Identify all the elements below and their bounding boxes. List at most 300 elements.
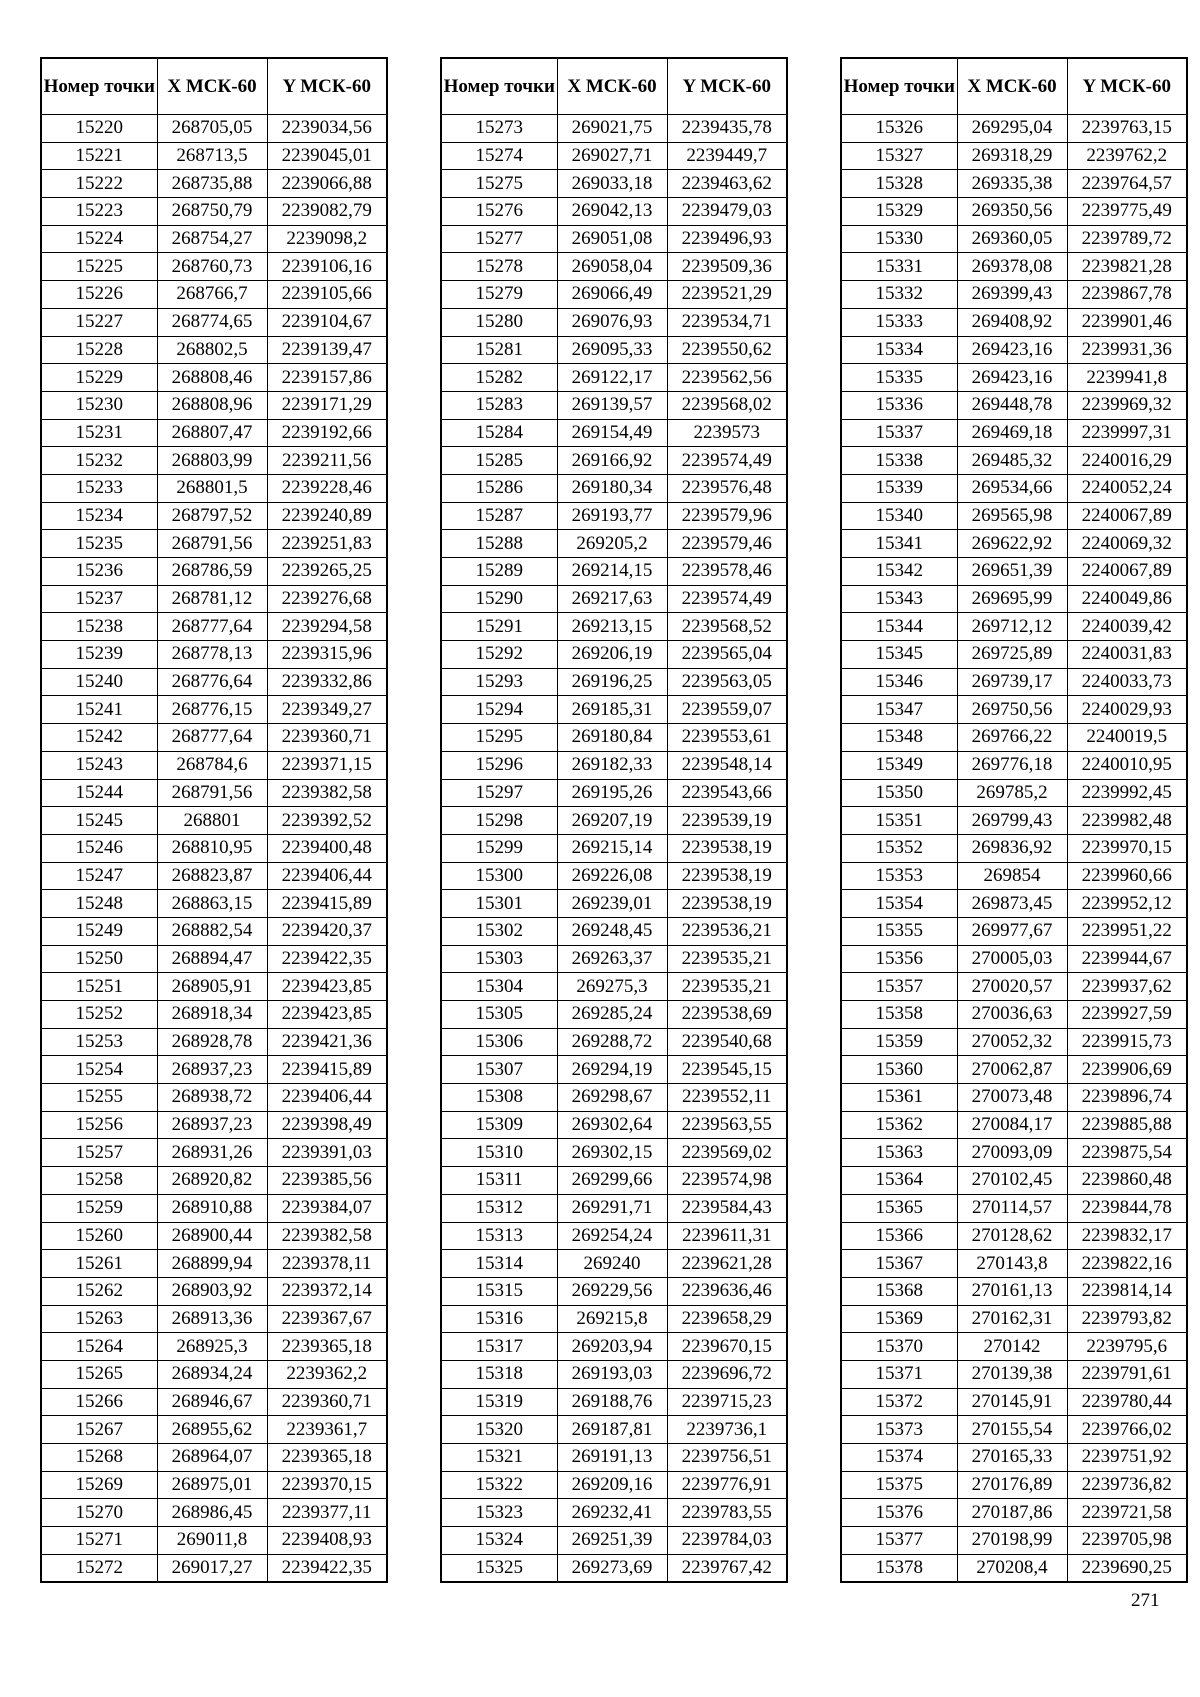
y-coordinate-cell: 2239538,19	[667, 890, 787, 918]
y-coordinate-cell: 2239574,49	[667, 585, 787, 613]
point-number-cell: 15247	[41, 862, 157, 890]
point-number-cell: 15264	[41, 1333, 157, 1361]
point-number-cell: 15265	[41, 1360, 157, 1388]
table-row	[441, 641, 787, 669]
y-coordinate-cell: 2239435,78	[667, 115, 787, 143]
point-number-cell: 15357	[841, 973, 957, 1001]
table-row	[441, 281, 787, 309]
y-coordinate-cell: 2239821,28	[1067, 253, 1187, 281]
table-row	[441, 1388, 787, 1416]
x-coordinate-cell: 269042,13	[557, 198, 667, 226]
y-coordinate-cell: 2239538,69	[667, 1001, 787, 1029]
y-coordinate-cell: 2239952,12	[1067, 890, 1187, 918]
y-coordinate-cell: 2239420,37	[267, 917, 387, 945]
table-row	[841, 115, 1187, 143]
x-coordinate-cell: 268937,23	[157, 1111, 267, 1139]
x-coordinate-cell: 269288,72	[557, 1028, 667, 1056]
x-coordinate-cell: 269240	[557, 1250, 667, 1278]
x-coordinate-cell: 269423,16	[957, 364, 1067, 392]
point-number-cell: 15358	[841, 1001, 957, 1029]
y-coordinate-cell: 2239104,67	[267, 308, 387, 336]
x-coordinate-cell: 268986,45	[157, 1499, 267, 1527]
table-row	[441, 1250, 787, 1278]
table-row	[41, 170, 387, 198]
x-coordinate-cell: 269294,19	[557, 1056, 667, 1084]
y-coordinate-cell: 2239969,32	[1067, 391, 1187, 419]
y-coordinate-cell: 2240049,86	[1067, 585, 1187, 613]
point-number-cell: 15333	[841, 308, 957, 336]
x-coordinate-cell: 269378,08	[957, 253, 1067, 281]
y-coordinate-cell: 2239789,72	[1067, 225, 1187, 253]
x-coordinate-cell: 270073,48	[957, 1084, 1067, 1112]
table-row	[841, 1305, 1187, 1333]
point-number-cell: 15299	[441, 834, 557, 862]
x-coordinate-cell: 270165,33	[957, 1444, 1067, 1472]
x-coordinate-cell: 270128,62	[957, 1222, 1067, 1250]
x-coordinate-cell: 270005,03	[957, 945, 1067, 973]
x-coordinate-cell: 268754,27	[157, 225, 267, 253]
x-coordinate-cell: 269836,92	[957, 834, 1067, 862]
table-row	[841, 391, 1187, 419]
point-number-cell: 15287	[441, 502, 557, 530]
x-coordinate-cell: 269651,39	[957, 558, 1067, 586]
point-number-cell: 15284	[441, 419, 557, 447]
y-coordinate-cell: 2239670,15	[667, 1333, 787, 1361]
table-row	[841, 1056, 1187, 1084]
point-number-cell: 15344	[841, 613, 957, 641]
point-number-cell: 15288	[441, 530, 557, 558]
table-row	[441, 696, 787, 724]
y-coordinate-cell: 2239082,79	[267, 198, 387, 226]
x-coordinate-cell: 269215,8	[557, 1305, 667, 1333]
y-coordinate-cell: 2239764,57	[1067, 170, 1187, 198]
table-row	[841, 1167, 1187, 1195]
table-row	[841, 558, 1187, 586]
y-coordinate-cell: 2239767,42	[667, 1554, 787, 1582]
table-row	[841, 1222, 1187, 1250]
point-number-cell: 15328	[841, 170, 957, 198]
point-number-cell: 15338	[841, 447, 957, 475]
y-coordinate-cell: 2239844,78	[1067, 1194, 1187, 1222]
point-number-cell: 15260	[41, 1222, 157, 1250]
x-coordinate-cell: 270093,09	[957, 1139, 1067, 1167]
point-number-cell: 15319	[441, 1388, 557, 1416]
y-coordinate-cell: 2239521,29	[667, 281, 787, 309]
point-number-cell: 15331	[841, 253, 957, 281]
point-number-cell: 15377	[841, 1527, 957, 1555]
point-number-cell: 15259	[41, 1194, 157, 1222]
point-number-cell: 15362	[841, 1111, 957, 1139]
y-coordinate-cell: 2240031,83	[1067, 641, 1187, 669]
point-number-cell: 15332	[841, 281, 957, 309]
x-coordinate-cell: 269196,25	[557, 668, 667, 696]
y-coordinate-cell: 2239573	[667, 419, 787, 447]
y-coordinate-cell: 2239885,88	[1067, 1111, 1187, 1139]
table-row	[41, 530, 387, 558]
point-number-cell: 15263	[41, 1305, 157, 1333]
table-row	[841, 1084, 1187, 1112]
x-coordinate-cell: 269766,22	[957, 724, 1067, 752]
y-coordinate-cell: 2239875,54	[1067, 1139, 1187, 1167]
x-coordinate-cell: 269977,67	[957, 917, 1067, 945]
y-coordinate-cell: 2239276,68	[267, 585, 387, 613]
point-number-cell: 15365	[841, 1194, 957, 1222]
y-coordinate-cell: 2239579,46	[667, 530, 787, 558]
x-coordinate-cell: 270102,45	[957, 1167, 1067, 1195]
table-row	[841, 668, 1187, 696]
point-number-cell: 15303	[441, 945, 557, 973]
y-coordinate-cell: 2239721,58	[1067, 1499, 1187, 1527]
point-number-cell: 15241	[41, 696, 157, 724]
point-number-cell: 15245	[41, 807, 157, 835]
point-number-cell: 15254	[41, 1056, 157, 1084]
header-point-number: Номер точки	[841, 58, 957, 115]
x-coordinate-cell: 269695,99	[957, 585, 1067, 613]
x-coordinate-cell: 269622,92	[957, 530, 1067, 558]
x-coordinate-cell: 270114,57	[957, 1194, 1067, 1222]
x-coordinate-cell: 268802,5	[157, 336, 267, 364]
point-number-cell: 15224	[41, 225, 157, 253]
y-coordinate-cell: 2240067,89	[1067, 502, 1187, 530]
point-number-cell: 15373	[841, 1416, 957, 1444]
point-number-cell: 15272	[41, 1554, 157, 1582]
x-coordinate-cell: 269185,31	[557, 696, 667, 724]
y-coordinate-cell: 2239382,58	[267, 1222, 387, 1250]
point-number-cell: 15322	[441, 1471, 557, 1499]
y-coordinate-cell: 2239658,29	[667, 1305, 787, 1333]
table-row	[441, 751, 787, 779]
table-row	[41, 447, 387, 475]
table-row	[441, 1028, 787, 1056]
x-coordinate-cell: 268791,56	[157, 779, 267, 807]
point-number-cell: 15326	[841, 115, 957, 143]
x-coordinate-cell: 269469,18	[957, 419, 1067, 447]
header-y: Y МСК-60	[667, 58, 787, 115]
y-coordinate-cell: 2239867,78	[1067, 281, 1187, 309]
y-coordinate-cell: 2239636,46	[667, 1277, 787, 1305]
x-coordinate-cell: 268713,5	[157, 142, 267, 170]
coordinates-table-1	[40, 57, 388, 1583]
point-number-cell: 15311	[441, 1167, 557, 1195]
table-row	[841, 834, 1187, 862]
y-coordinate-cell: 2239034,56	[267, 115, 387, 143]
table-row	[841, 1028, 1187, 1056]
point-number-cell: 15250	[41, 945, 157, 973]
table-row	[841, 1444, 1187, 1472]
table-row	[441, 1139, 787, 1167]
x-coordinate-cell: 269191,13	[557, 1444, 667, 1472]
x-coordinate-cell: 270036,63	[957, 1001, 1067, 1029]
y-coordinate-cell: 2239539,19	[667, 807, 787, 835]
table-row	[441, 1222, 787, 1250]
table-row	[841, 502, 1187, 530]
point-number-cell: 15276	[441, 198, 557, 226]
point-number-cell: 15290	[441, 585, 557, 613]
page-number: 271	[1131, 1590, 1160, 1611]
y-coordinate-cell: 2239360,71	[267, 724, 387, 752]
point-number-cell: 15279	[441, 281, 557, 309]
point-number-cell: 15268	[41, 1444, 157, 1472]
x-coordinate-cell: 268863,15	[157, 890, 267, 918]
table-row	[41, 502, 387, 530]
point-number-cell: 15348	[841, 724, 957, 752]
point-number-cell: 15339	[841, 474, 957, 502]
table-row	[441, 364, 787, 392]
table-row	[841, 973, 1187, 1001]
table-body	[841, 115, 1187, 1583]
table-row	[41, 142, 387, 170]
y-coordinate-cell: 2239406,44	[267, 1084, 387, 1112]
x-coordinate-cell: 269011,8	[157, 1527, 267, 1555]
x-coordinate-cell: 269399,43	[957, 281, 1067, 309]
point-number-cell: 15343	[841, 585, 957, 613]
point-number-cell: 15369	[841, 1305, 957, 1333]
table-row	[41, 1444, 387, 1472]
y-coordinate-cell: 2239579,96	[667, 502, 787, 530]
x-coordinate-cell: 269017,27	[157, 1554, 267, 1582]
x-coordinate-cell: 269182,33	[557, 751, 667, 779]
table-row	[41, 419, 387, 447]
point-number-cell: 15246	[41, 834, 157, 862]
x-coordinate-cell: 268913,36	[157, 1305, 267, 1333]
point-number-cell: 15310	[441, 1139, 557, 1167]
point-number-cell: 15280	[441, 308, 557, 336]
y-coordinate-cell: 2239367,67	[267, 1305, 387, 1333]
point-number-cell: 15350	[841, 779, 957, 807]
table-row	[841, 1471, 1187, 1499]
point-number-cell: 15248	[41, 890, 157, 918]
y-coordinate-cell: 2239784,03	[667, 1527, 787, 1555]
y-coordinate-cell: 2239543,66	[667, 779, 787, 807]
table-row	[41, 973, 387, 1001]
y-coordinate-cell: 2240067,89	[1067, 558, 1187, 586]
x-coordinate-cell: 269725,89	[957, 641, 1067, 669]
point-number-cell: 15289	[441, 558, 557, 586]
table-row	[841, 751, 1187, 779]
y-coordinate-cell: 2239251,83	[267, 530, 387, 558]
x-coordinate-cell: 268791,56	[157, 530, 267, 558]
y-coordinate-cell: 2240016,29	[1067, 447, 1187, 475]
table-row	[41, 724, 387, 752]
table-row	[41, 1167, 387, 1195]
x-coordinate-cell: 268894,47	[157, 945, 267, 973]
y-coordinate-cell: 2239569,02	[667, 1139, 787, 1167]
table-row	[441, 558, 787, 586]
table-row	[41, 474, 387, 502]
point-number-cell: 15321	[441, 1444, 557, 1472]
table-row	[441, 502, 787, 530]
point-number-cell: 15255	[41, 1084, 157, 1112]
y-coordinate-cell: 2239915,73	[1067, 1028, 1187, 1056]
table-row	[41, 364, 387, 392]
table-row	[441, 1333, 787, 1361]
x-coordinate-cell: 270062,87	[957, 1056, 1067, 1084]
point-number-cell: 15318	[441, 1360, 557, 1388]
table-row	[841, 1250, 1187, 1278]
y-coordinate-cell: 2239775,49	[1067, 198, 1187, 226]
table-row	[841, 1001, 1187, 1029]
point-number-cell: 15330	[841, 225, 957, 253]
x-coordinate-cell: 268735,88	[157, 170, 267, 198]
point-number-cell: 15270	[41, 1499, 157, 1527]
point-number-cell: 15300	[441, 862, 557, 890]
point-number-cell: 15316	[441, 1305, 557, 1333]
y-coordinate-cell: 2239538,19	[667, 862, 787, 890]
x-coordinate-cell: 269776,18	[957, 751, 1067, 779]
y-coordinate-cell: 2239479,03	[667, 198, 787, 226]
table-row	[841, 170, 1187, 198]
point-number-cell: 15351	[841, 807, 957, 835]
x-coordinate-cell: 269187,81	[557, 1416, 667, 1444]
y-coordinate-cell: 2240039,42	[1067, 613, 1187, 641]
point-number-cell: 15266	[41, 1388, 157, 1416]
x-coordinate-cell: 269232,41	[557, 1499, 667, 1527]
y-coordinate-cell: 2239568,02	[667, 391, 787, 419]
point-number-cell: 15337	[841, 419, 957, 447]
x-coordinate-cell: 269154,49	[557, 419, 667, 447]
y-coordinate-cell: 2239690,25	[1067, 1554, 1187, 1582]
y-coordinate-cell: 2239400,48	[267, 834, 387, 862]
table-row	[41, 945, 387, 973]
y-coordinate-cell: 2239406,44	[267, 862, 387, 890]
table-row	[441, 115, 787, 143]
table-row	[441, 1167, 787, 1195]
table-row	[841, 1554, 1187, 1582]
y-coordinate-cell: 2239927,59	[1067, 1001, 1187, 1029]
table-row	[841, 696, 1187, 724]
table-row	[41, 1360, 387, 1388]
y-coordinate-cell: 2239423,85	[267, 973, 387, 1001]
point-number-cell: 15296	[441, 751, 557, 779]
point-number-cell: 15334	[841, 336, 957, 364]
header-x: X МСК-60	[557, 58, 667, 115]
y-coordinate-cell: 2239415,89	[267, 1056, 387, 1084]
x-coordinate-cell: 268928,78	[157, 1028, 267, 1056]
point-number-cell: 15329	[841, 198, 957, 226]
point-number-cell: 15354	[841, 890, 957, 918]
point-number-cell: 15282	[441, 364, 557, 392]
table-row	[41, 1250, 387, 1278]
x-coordinate-cell: 270155,54	[957, 1416, 1067, 1444]
table-row	[841, 530, 1187, 558]
y-coordinate-cell: 2239534,71	[667, 308, 787, 336]
x-coordinate-cell: 269534,66	[957, 474, 1067, 502]
point-number-cell: 15370	[841, 1333, 957, 1361]
x-coordinate-cell: 270139,38	[957, 1360, 1067, 1388]
y-coordinate-cell: 2239535,21	[667, 945, 787, 973]
x-coordinate-cell: 268786,59	[157, 558, 267, 586]
table-row	[441, 613, 787, 641]
y-coordinate-cell: 2239715,23	[667, 1388, 787, 1416]
y-coordinate-cell: 2239408,93	[267, 1527, 387, 1555]
table-row	[841, 1277, 1187, 1305]
x-coordinate-cell: 268801	[157, 807, 267, 835]
x-coordinate-cell: 268900,44	[157, 1222, 267, 1250]
table-row	[441, 779, 787, 807]
y-coordinate-cell: 2239449,7	[667, 142, 787, 170]
x-coordinate-cell: 269565,98	[957, 502, 1067, 530]
y-coordinate-cell: 2239795,6	[1067, 1333, 1187, 1361]
x-coordinate-cell: 268882,54	[157, 917, 267, 945]
x-coordinate-cell: 269239,01	[557, 890, 667, 918]
y-coordinate-cell: 2239463,62	[667, 170, 787, 198]
x-coordinate-cell: 269180,34	[557, 474, 667, 502]
y-coordinate-cell: 2239578,46	[667, 558, 787, 586]
y-coordinate-cell: 2239563,05	[667, 668, 787, 696]
coordinates-table-2	[440, 57, 788, 1583]
x-coordinate-cell: 269251,39	[557, 1527, 667, 1555]
y-coordinate-cell: 2239538,19	[667, 834, 787, 862]
x-coordinate-cell: 268920,82	[157, 1167, 267, 1195]
table-row	[841, 641, 1187, 669]
x-coordinate-cell: 269854	[957, 862, 1067, 890]
y-coordinate-cell: 2239860,48	[1067, 1167, 1187, 1195]
table-row	[841, 945, 1187, 973]
x-coordinate-cell: 270052,32	[957, 1028, 1067, 1056]
point-number-cell: 15229	[41, 364, 157, 392]
y-coordinate-cell: 2239421,36	[267, 1028, 387, 1056]
y-coordinate-cell: 2239559,07	[667, 696, 787, 724]
x-coordinate-cell: 270142	[957, 1333, 1067, 1361]
x-coordinate-cell: 269027,71	[557, 142, 667, 170]
y-coordinate-cell: 2239814,14	[1067, 1277, 1187, 1305]
x-coordinate-cell: 269785,2	[957, 779, 1067, 807]
point-number-cell: 15298	[441, 807, 557, 835]
point-number-cell: 15327	[841, 142, 957, 170]
header-y: Y МСК-60	[1067, 58, 1187, 115]
table-row	[441, 890, 787, 918]
y-coordinate-cell: 2239736,82	[1067, 1471, 1187, 1499]
y-coordinate-cell: 2240033,73	[1067, 668, 1187, 696]
table-row	[41, 1084, 387, 1112]
table-row	[441, 1360, 787, 1388]
x-coordinate-cell: 269195,26	[557, 779, 667, 807]
x-coordinate-cell: 269295,04	[957, 115, 1067, 143]
y-coordinate-cell: 2239545,15	[667, 1056, 787, 1084]
table-row	[441, 170, 787, 198]
table-row	[41, 1527, 387, 1555]
table-row	[41, 862, 387, 890]
table-row	[41, 613, 387, 641]
table-row	[41, 1499, 387, 1527]
x-coordinate-cell: 269214,15	[557, 558, 667, 586]
table-row	[441, 336, 787, 364]
point-number-cell: 15285	[441, 447, 557, 475]
point-number-cell: 15378	[841, 1554, 957, 1582]
point-number-cell: 15295	[441, 724, 557, 752]
point-number-cell: 15261	[41, 1250, 157, 1278]
y-coordinate-cell: 2239098,2	[267, 225, 387, 253]
table-row	[441, 530, 787, 558]
table-row	[441, 973, 787, 1001]
point-number-cell: 15240	[41, 668, 157, 696]
table-row	[841, 364, 1187, 392]
x-coordinate-cell: 269139,57	[557, 391, 667, 419]
y-coordinate-cell: 2239552,11	[667, 1084, 787, 1112]
point-number-cell: 15363	[841, 1139, 957, 1167]
y-coordinate-cell: 2240019,5	[1067, 724, 1187, 752]
point-number-cell: 15335	[841, 364, 957, 392]
x-coordinate-cell: 269122,17	[557, 364, 667, 392]
point-number-cell: 15346	[841, 668, 957, 696]
x-coordinate-cell: 269207,19	[557, 807, 667, 835]
table-header-row	[841, 58, 1187, 115]
table-row	[41, 336, 387, 364]
point-number-cell: 15226	[41, 281, 157, 309]
table-row	[441, 1499, 787, 1527]
y-coordinate-cell: 2239536,21	[667, 917, 787, 945]
y-coordinate-cell: 2239415,89	[267, 890, 387, 918]
